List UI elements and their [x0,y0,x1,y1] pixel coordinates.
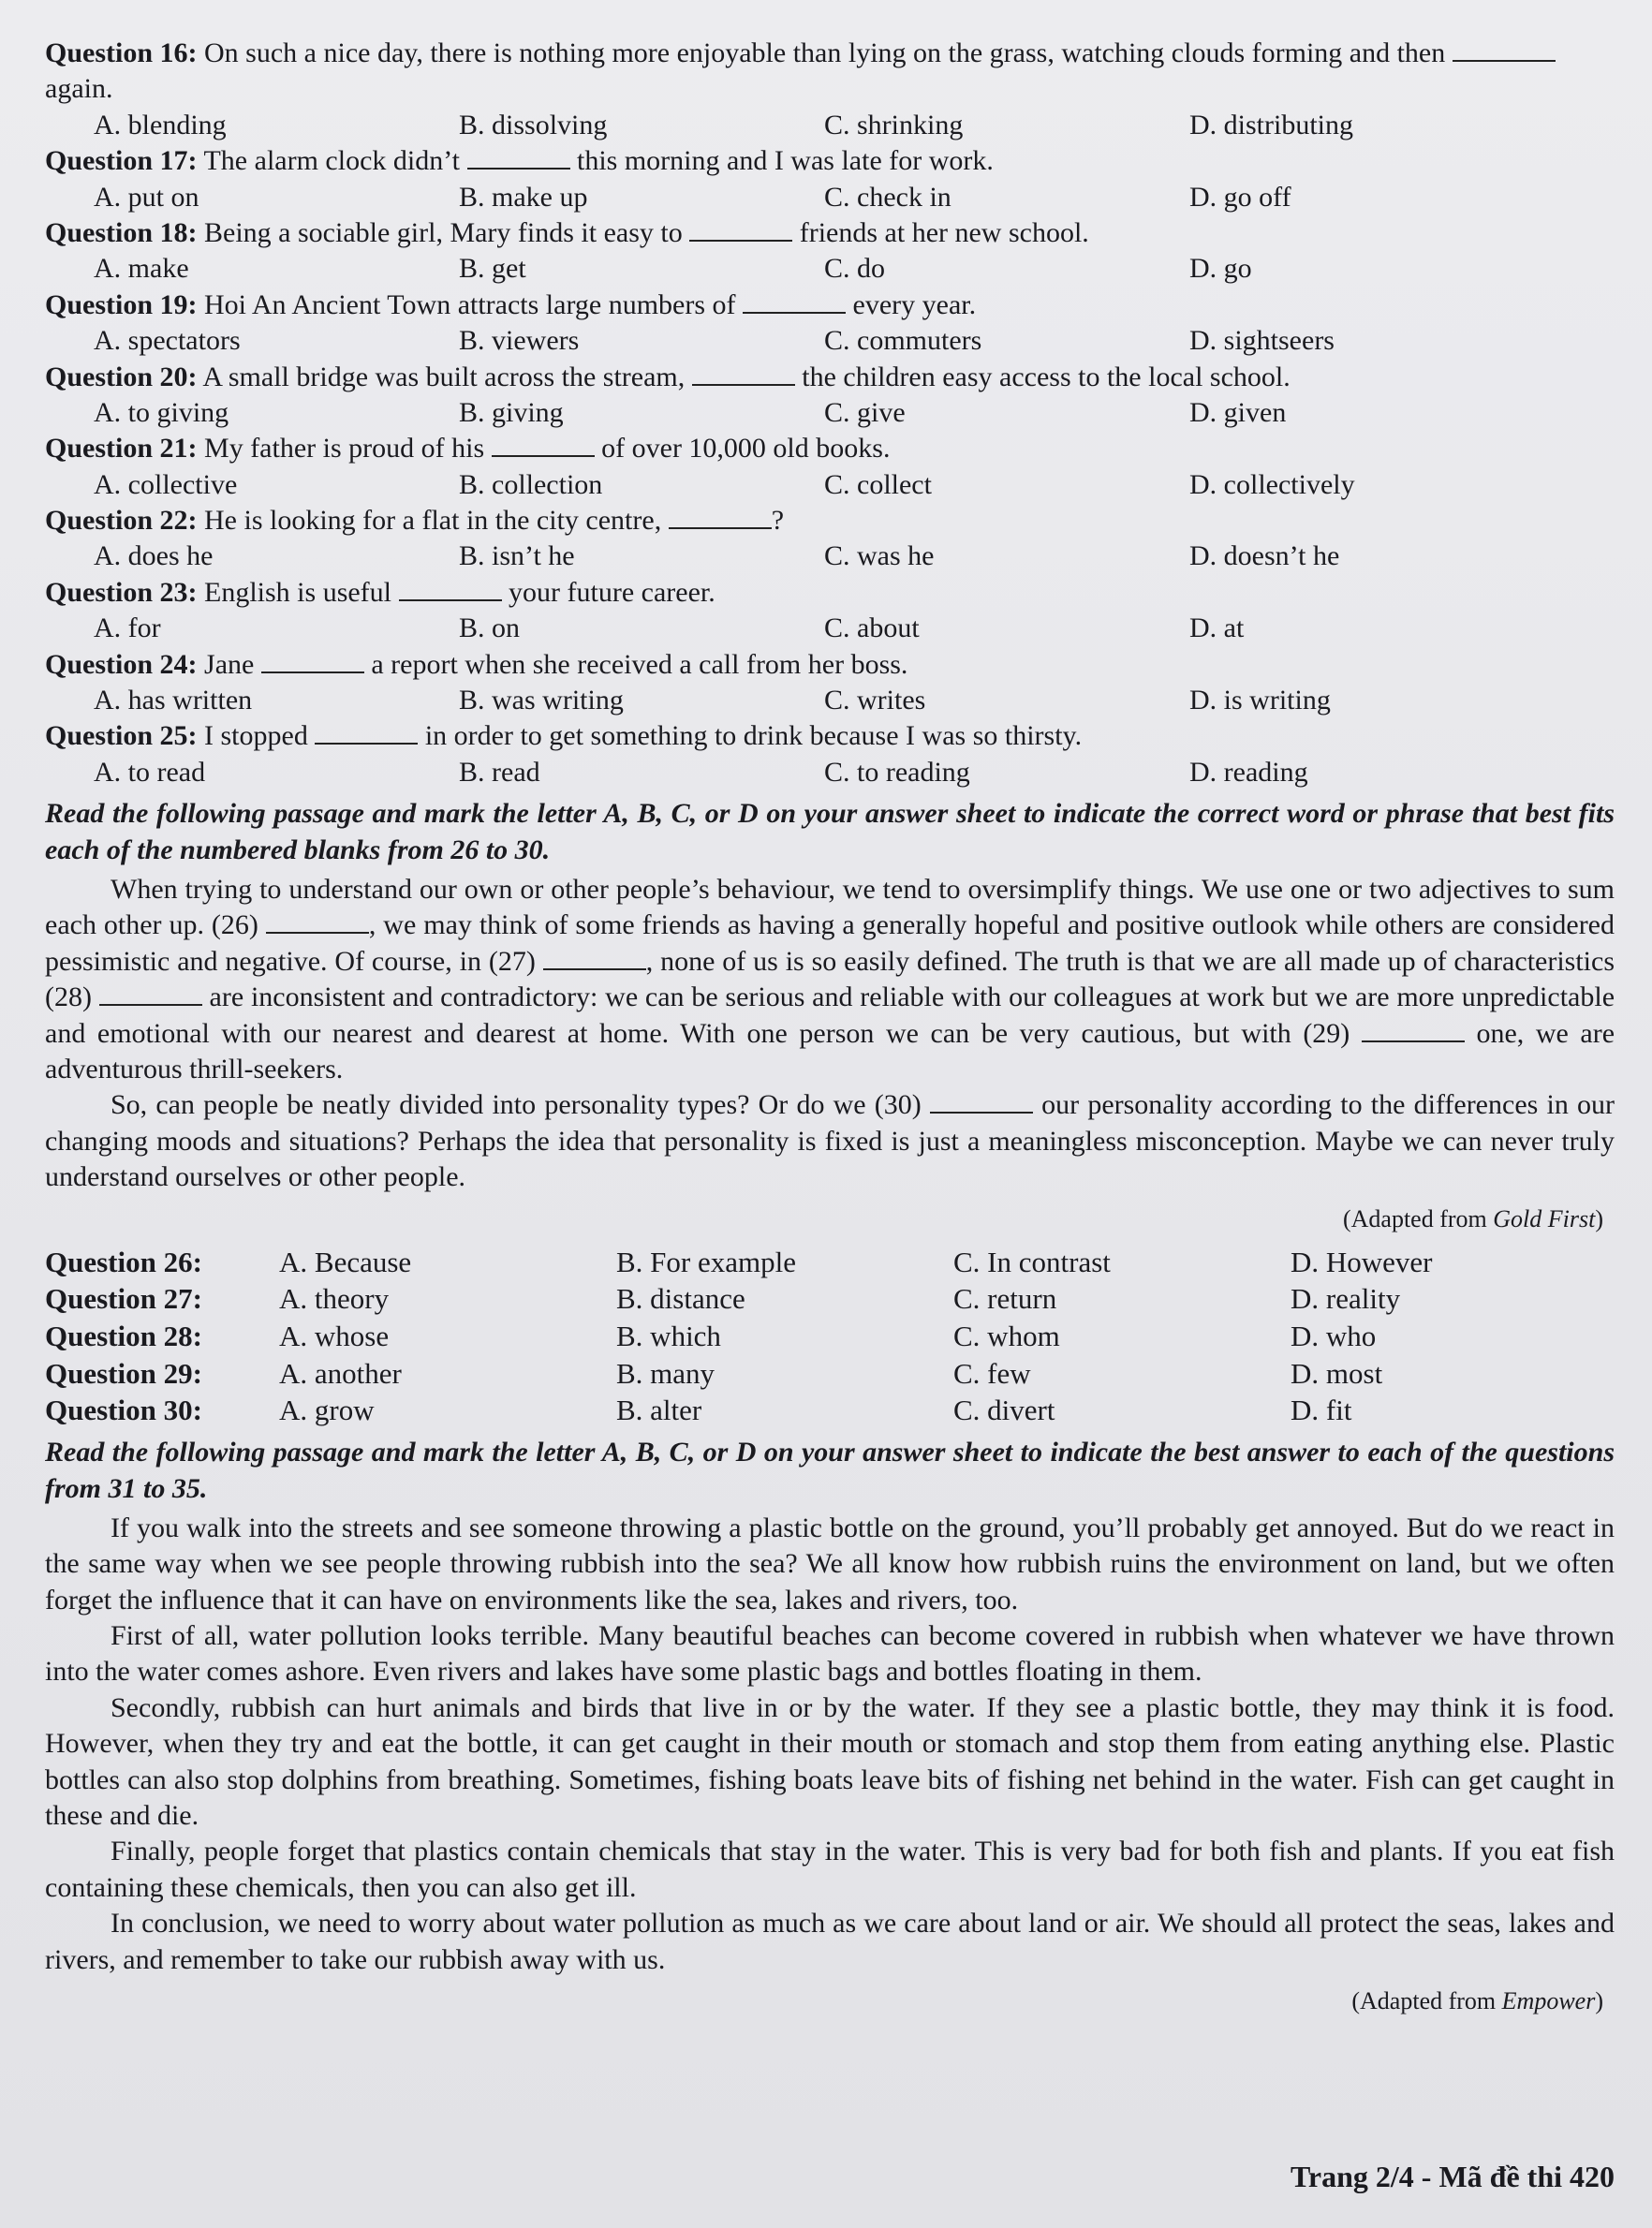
option-b: B. isn’t he [459,540,575,572]
question-label: Question 20: [45,361,198,392]
question-21: Question 21: My father is proud of his of over 10,000 old books. A. collective B. collection C. collect D. collectively [45,431,1615,503]
option-b: B. For example [616,1245,796,1278]
option-c: C. give [824,396,906,428]
option-d: D. collectively [1189,468,1355,500]
option-c: C. check in [824,181,951,213]
option-a: A. Because [279,1245,412,1278]
option-a: A. blending [94,109,227,140]
option-a: A. has written [94,685,253,716]
options [94,108,1615,143]
question-label: Question 24: [45,648,198,680]
cloze-options-grid [45,1244,1615,1429]
questions-16-25 [45,36,1615,790]
option-c: C. about [824,612,920,644]
option-c: C. few [953,1356,1031,1390]
option-d: D. go [1189,253,1252,285]
question-25: Question 25: I stopped in order to get something to drink because I was so thirsty. A. to read B. read C. to reading D. reading [45,718,1615,790]
source-citation: (Adapted from Empower) [1351,1986,1603,2014]
option-a: A. theory [279,1282,390,1316]
options [94,539,1615,574]
option-c: C. divert [953,1394,1055,1427]
question-18: Question 18: Being a sociable girl, Mary finds it easy to friends at her new school. A. make B. get C. do D. go [45,215,1615,288]
option-d: D. at [1189,612,1245,644]
option-b: B. on [459,612,521,644]
question-17: Question 17: The alarm clock didn’t this morning and I was late for work. A. put on B. make up C. check in D. go off [45,143,1615,215]
question-label: Question 26: [45,1245,202,1278]
question-label: Question 17: [45,145,198,177]
options [94,395,1615,431]
question-19: Question 19: Hoi An Ancient Town attracts large numbers of every year. A. spectators B. viewers C. commuters D. sightseers [45,288,1615,360]
passage-paragraph: Finally, people forget that plastics contain chemicals that stay in the water. This is very bad for both fish and plants. If you eat fish containing these chemicals, then you can also get ill. [45,1836,1615,1903]
option-d: D. distributing [1189,109,1354,140]
question-16: Question 16: On such a nice day, there is nothing more enjoyable than lying on the grass, watching clouds forming and then again. A. blending B. dissolving C. shrinking D. distributing [45,36,1615,143]
question-label: Question 29: [45,1356,202,1390]
option-b: B. many [616,1356,715,1390]
option-a: A. grow [279,1394,375,1427]
option-a: A. collective [94,468,238,500]
source-citation: (Adapted from Gold First) [1342,1204,1603,1232]
option-c: C. writes [824,685,926,716]
option-a: A. does he [94,540,214,572]
answer-blank [543,946,646,970]
option-b: B. viewers [459,325,580,357]
option-c: C. whom [953,1320,1060,1353]
option-c: C. commuters [824,325,982,357]
option-c: C. In contrast [953,1245,1111,1278]
answer-blank [99,981,202,1006]
option-d: D. However [1291,1245,1433,1278]
option-a: A. to read [94,756,206,788]
option-a: A. whose [279,1320,390,1353]
question-label: Question 21: [45,433,198,465]
option-d: D. sightseers [1189,325,1335,357]
option-b: B. dissolving [459,109,608,140]
option-b: B. was writing [459,685,624,716]
option-b: B. get [459,253,526,285]
passage-water-pollution [45,1511,1615,2016]
option-b: B. which [616,1320,721,1353]
question-label: Question 25: [45,720,198,752]
options [94,180,1615,215]
passage-personality [45,872,1615,1234]
question-label: Question 28: [45,1320,202,1353]
question-label: Question 18: [45,216,198,248]
option-c: C. to reading [824,756,970,788]
question-label: Question 27: [45,1282,202,1316]
passage-paragraph: So, can people be neatly divided into personality types? Or do we (30) our personality according to the differences in our changing moods and situations? Perhaps the idea that personality is fixed is just a meaningless misconception. Maybe we can never truly understand ourselves or other people. [45,1089,1615,1193]
passage-paragraph: When trying to understand our own or other people’s behaviour, we tend to oversimplify things. We use one or two adjectives to sum each other up. (26) , we may think of some friends as having a generally hopeful and positive outlook while others are considered pessimistic and negative. Of course, in (27) , none of us is so easily defined. The truth is that we are all made up of characteristics (28) are inconsistent and contradictory: we can be serious and reliable with our colleagues at work but we are more unpredictable and emotional with our nearest and dearest at home. With one person we can be very cautious, but with (29) one, we are adventurous thrill-seekers. [45,873,1615,1084]
question-label: Question 30: [45,1394,202,1427]
instruction-reading: Read the following passage and mark the letter A, B, C, or D on your answer sheet to indicate the best answer to each of the questions from 31 to 35. [45,1437,1615,1504]
option-d: D. is writing [1189,685,1331,716]
answer-blank [689,217,792,242]
option-c: C. collect [824,468,932,500]
answer-blank [315,720,418,745]
passage-paragraph: Secondly, rubbish can hurt animals and birds that live in or by the water. If they see a plastic bottle, they may think it is food. However, when they try and eat the bottle, it can get caught in their mouth or stomach and stop them from eating anything else. Plastic bottles can also stop dolphins from breathing. Sometimes, fishing boats leave bits of fishing net behind in the water. Fish can get caught in these and die. [45,1691,1615,1832]
answer-blank [930,1089,1033,1114]
question-label: Question 23: [45,576,198,608]
passage-paragraph: In conclusion, we need to worry about water pollution as much as we care about land or air. We should all protect the seas, lakes and rivers, and remember to take our rubbish away with us. [45,1908,1615,1975]
option-c: C. return [953,1282,1057,1316]
options [94,755,1615,790]
option-b: B. collection [459,468,603,500]
option-d: D. who [1291,1320,1377,1353]
option-a: A. spectators [94,325,241,357]
question-20: Question 20: A small bridge was built across the stream, the children easy access to the local school. A. to giving B. giving C. give D. given [45,360,1615,432]
option-d: D. go off [1189,181,1291,213]
option-b: B. make up [459,181,588,213]
option-b: B. read [459,756,540,788]
question-label: Question 16: [45,37,198,68]
options [94,683,1615,718]
options [94,611,1615,646]
answer-blank [743,289,846,314]
option-d: D. reality [1291,1282,1401,1316]
question-label: Question 22: [45,505,198,537]
option-b: B. alter [616,1394,702,1427]
options [94,323,1615,359]
option-c: C. shrinking [824,109,964,140]
answer-blank [692,361,795,386]
question-22: Question 22: He is looking for a flat in the city centre, ? A. does he B. isn’t he C. was he D. doesn’t he [45,503,1615,575]
answer-blank [266,909,369,934]
option-a: A. make [94,253,189,285]
options [94,251,1615,287]
option-d: D. reading [1189,756,1308,788]
option-b: B. giving [459,396,564,428]
answer-blank [261,649,364,673]
answer-blank [467,145,570,170]
option-a: A. another [279,1356,402,1390]
answer-blank [399,577,502,601]
passage-paragraph: If you walk into the streets and see someone throwing a plastic bottle on the ground, you’ll probably get annoyed. But do we react in the same way when we see people throwing rubbish into the sea? We all know how rubbish ruins the environment on land, but we often forget the influence that it can have on environments like the sea, lakes and rivers, too. [45,1512,1615,1616]
option-d: D. doesn’t he [1189,540,1340,572]
option-c: C. do [824,253,886,285]
page-footer: Trang 2/4 - Mã đề thi 420 [1290,2160,1615,2194]
option-d: D. given [1189,396,1287,428]
instruction-cloze: Read the following passage and mark the letter A, B, C, or D on your answer sheet to indicate the correct word or phrase that best fits each of the numbered blanks from 26 to 30. [45,798,1615,865]
options [94,467,1615,503]
option-d: D. fit [1291,1394,1352,1427]
option-a: A. put on [94,181,199,213]
answer-blank [669,505,772,529]
option-c: C. was he [824,540,935,572]
question-label: Question 19: [45,288,198,320]
passage-paragraph: First of all, water pollution looks terrible. Many beautiful beaches can become covered in rubbish when whatever we have thrown into the water comes ashore. Even rivers and lakes have some plastic bags and bottles floating in them. [45,1620,1615,1688]
answer-blank [1453,37,1556,62]
option-a: A. for [94,612,161,644]
answer-blank [1362,1018,1465,1042]
question-23: Question 23: English is useful your future career. A. for B. on C. about D. at [45,575,1615,647]
option-a: A. to giving [94,396,229,428]
answer-blank [492,433,595,457]
option-d: D. most [1291,1356,1383,1390]
question-24: Question 24: Jane a report when she received a call from her boss. A. has written B. was writing C. writes D. is writing [45,647,1615,719]
option-b: B. distance [616,1282,745,1316]
